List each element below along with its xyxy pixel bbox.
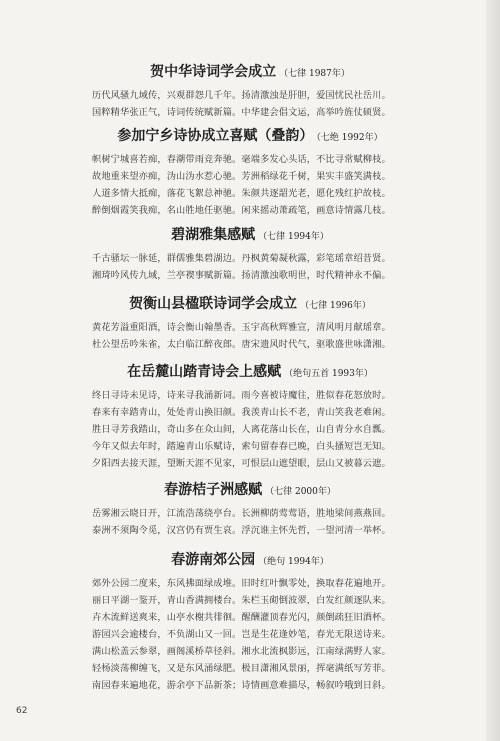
poem-2 (0, 126, 500, 219)
poem-title (0, 225, 500, 245)
poem-line: 胜日寻芳我踏山，奇山多在众山间，人离花落山长在，山自青分水自瓢。 (92, 424, 391, 435)
poem-title-text: 碧湖雅集感赋 (171, 227, 256, 243)
poem-lines (92, 505, 500, 539)
poem-title-text: 参加宁乡诗协成立喜赋（叠韵） (117, 128, 314, 144)
poem-5 (0, 362, 500, 472)
poem-4 (0, 294, 500, 353)
poem-lines (92, 250, 500, 284)
poem-line: 丽日平湖一鉴开，青山香满拥楼台。朱栏玉砌倒波翠，白发红颜逐队来。 (92, 595, 391, 606)
poem-3 (0, 225, 500, 284)
poem-line: 今年又似去年时，踏遍青山乐赋诗，索句留春春已晚，白头搔短岂无知。 (92, 441, 391, 452)
poem-form: （绝句 1994年） (258, 557, 329, 567)
poem-title (0, 294, 500, 314)
poem-title (0, 480, 500, 500)
poem-line: 国粹精华张正气，诗词传统赋新篇。中华建会倡文运，高举吟旌仗硕贤。 (92, 107, 391, 118)
poem-line: 春来有幸踏青山，处处青山换旧颜。我羡青山长不老，青山笑我老难闲。 (92, 407, 391, 418)
poem-form: （七律 1994年） (258, 232, 329, 242)
poem-line: 杜公望岳吟朱雀，太白临江醉夜郎。唐宋遗风时代气，驱歌盛世咏潇湘。 (92, 339, 391, 350)
poem-line: 帜树宁城喜若痴，春潮带雨竞奔驰。毫端多发心头话，不比寻常赋柳枝。 (92, 154, 391, 165)
poem-lines (92, 387, 500, 472)
poem-title (0, 126, 500, 146)
poem-line: 终日寻诗未见诗，诗来寻我涌新词。雨今喜被诗魔往，胜似春花怒放时。 (92, 390, 391, 401)
poem-lines (92, 319, 500, 353)
poem-form: （七律 1987年） (279, 69, 350, 79)
poem-line: 夕阳西去接天涯，望断天涯不见家，可恨层山遮望眼，层山又被暮云遮。 (92, 458, 391, 469)
poem-line: 历代风骚九域传，兴观群怨几千年。扬清激浊是肝胆，爱国忧民社岳川。 (92, 90, 391, 101)
poem-line: 岳雾湘云晓日开，江流浩荡绕亭台。长洲柳荫莺莺语，胜地梁间燕燕回。 (92, 508, 391, 519)
poem-form: （绝句五首 1993年） (284, 369, 373, 379)
poem-1 (0, 62, 500, 121)
poem-line: 满山松盖云参翠，画阁溪桥草径斜。湘水北流枫影远，江南绿满野人家。 (92, 646, 391, 657)
poem-line: 南园春来遍地花，游余亭下品新茶；诗情画意难描尽，畅叙吟哦到日斜。 (92, 680, 391, 691)
poem-line: 卉木流鲜送爽来，山亭水榭共徘徊。醒酬灌顶春光闪，颜倒疏狂旧酒杯。 (92, 612, 391, 623)
poem-title-text: 贺衡山县楹联诗词学会成立 (129, 296, 298, 312)
poem-line: 郊外公园二度来，东风拂面绿成堆。旧时红叶飘零处，换取春花遍地开。 (92, 578, 391, 589)
poem-title-text: 在岳麓山踏青诗会上感赋 (127, 364, 282, 380)
poem-line: 故地重来望亦痴，沩山沩水惹心驰。芳洲稻绿花千树，果实丰盛笑满枝。 (92, 171, 391, 182)
poem-title (0, 362, 500, 382)
poem-6 (0, 480, 500, 539)
poem-lines (92, 87, 500, 121)
poem-7 (0, 550, 500, 694)
poem-lines (92, 151, 500, 219)
poem-title (0, 62, 500, 82)
poem-title (0, 550, 500, 570)
poem-line: 人道多情大抵痴，落花飞絮总神驰。朱颜共逐韶光老，愿化残红护故枝。 (92, 188, 391, 199)
poem-line: 轻杨淡荡柳缠飞，又是东风涌绿肥。极目潇湘风景丽，挥毫满纸写芳菲。 (92, 663, 391, 674)
poem-line: 泰洲不须陶令觅，汉宫仍有贾生哀。浮沉谁主怀先哲，一望河清一举杯。 (92, 525, 391, 536)
poem-line: 千古骚坛一脉延，群儒雅集碧湖边。丹枫黄菊凝秋露，彩笔瑶章绍昔贤。 (92, 253, 391, 264)
poem-line: 游园兴会逾楼台，不负湖山又一回。岂是生花逢妙笔，春光无限送诗来。 (92, 629, 391, 640)
poem-form: （七律 1996年） (300, 301, 371, 311)
poem-form: （七绝 1992年） (316, 133, 383, 143)
poem-form: （七律 2000年） (265, 487, 336, 497)
poem-line: 醉倒烟霞笑我痴，名山胜地任驱驰。闲来摇动萧疏笔，画意诗情露几枝。 (92, 205, 391, 216)
poem-title-text: 贺中华诗词学会成立 (150, 64, 277, 80)
poem-line: 湘琦吟风传九域，兰亭褉事赋新篇。扬清激浊歌明世，时代精神永不偏。 (92, 270, 391, 281)
poem-lines (92, 575, 500, 694)
poem-title-text: 春游南郊公园 (171, 552, 256, 568)
poem-line: 黄花芳溢重阳酒，诗会衡山翰墨香。玉宇高秋辉雅宣，清风明月献瑶章。 (92, 322, 391, 333)
poem-title-text: 春游桔子洲感赋 (164, 482, 263, 498)
page-number: 62 (16, 706, 28, 716)
